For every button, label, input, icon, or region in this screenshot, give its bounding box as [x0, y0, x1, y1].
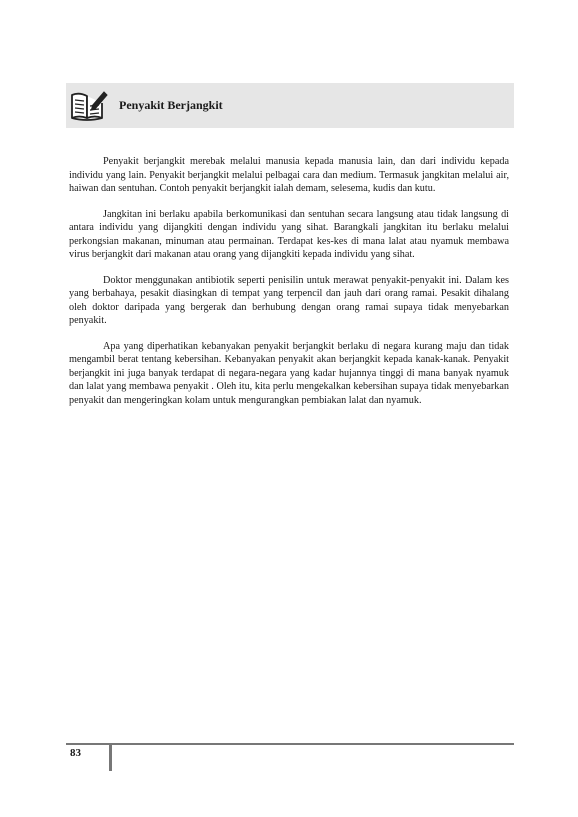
footer-vertical-divider: [109, 743, 112, 771]
open-book-pen-icon: [70, 89, 108, 122]
paragraph: Jangkitan ini berlaku apabila berkomunikasi dan sentuhan secara langsung atau tidak langsung di antara individu yang dijangkiti dengan individu yang sihat. Barangkali jangkitan itu berlaku melalui perkongsian makanan, minuman atau permainan. Terdapat kes-kes di mana lalat atau nyamuk membawa virus berjangkit dari makanan atau orang yang dijangkiti kepada individu yang sihat.: [69, 208, 509, 260]
paragraph: Apa yang diperhatikan kebanyakan penyakit berjangkit berlaku di negara kurang maju dan tidak mengambil berat tentang kebersihan. Kebanyakan penyakit akan berjangkit kepada kanak-kanak. Penyakit berjangkit ini juga banyak terdapat di negara-negara yang kadar hujannya tinggi di mana banyak nyamuk dan lalat yang membawa penyakit . Oleh itu, kita perlu mengekalkan kebersihan supaya tidak menyebarkan penyakit dan mengeringkan kolam untuk mengurangkan pembiakan lalat dan nyamuk.: [69, 340, 509, 406]
section-header: [66, 83, 514, 128]
paragraph: Penyakit berjangkit merebak melalui manusia kepada manusia lain, dan dari individu kepada individu yang lain. Penyakit berjangkit melalui pelbagai cara dan medium. Termasuk jangkitan melalui air, haiwan dan sentuhan. Contoh penyakit berjangkit ialah demam, selesema, kudis dan kutu.: [69, 156, 509, 194]
paragraph: Doktor menggunakan antibiotik seperti penisilin untuk merawat penyakit-penyakit ini. Dalam kes yang berbahaya, pesakit diasingkan di tempat yang terpencil dan jauh dari orang ramai. Pesakit dihalang oleh doktor daripada yang bergerak dan berhubung dengan orang ramai supaya tidak menyebarkan penyakit.: [69, 274, 509, 326]
article-body: [69, 155, 509, 419]
section-title: Penyakit Berjangkit: [119, 98, 223, 112]
page-number: 83: [70, 747, 81, 759]
footer-divider: [66, 743, 514, 745]
